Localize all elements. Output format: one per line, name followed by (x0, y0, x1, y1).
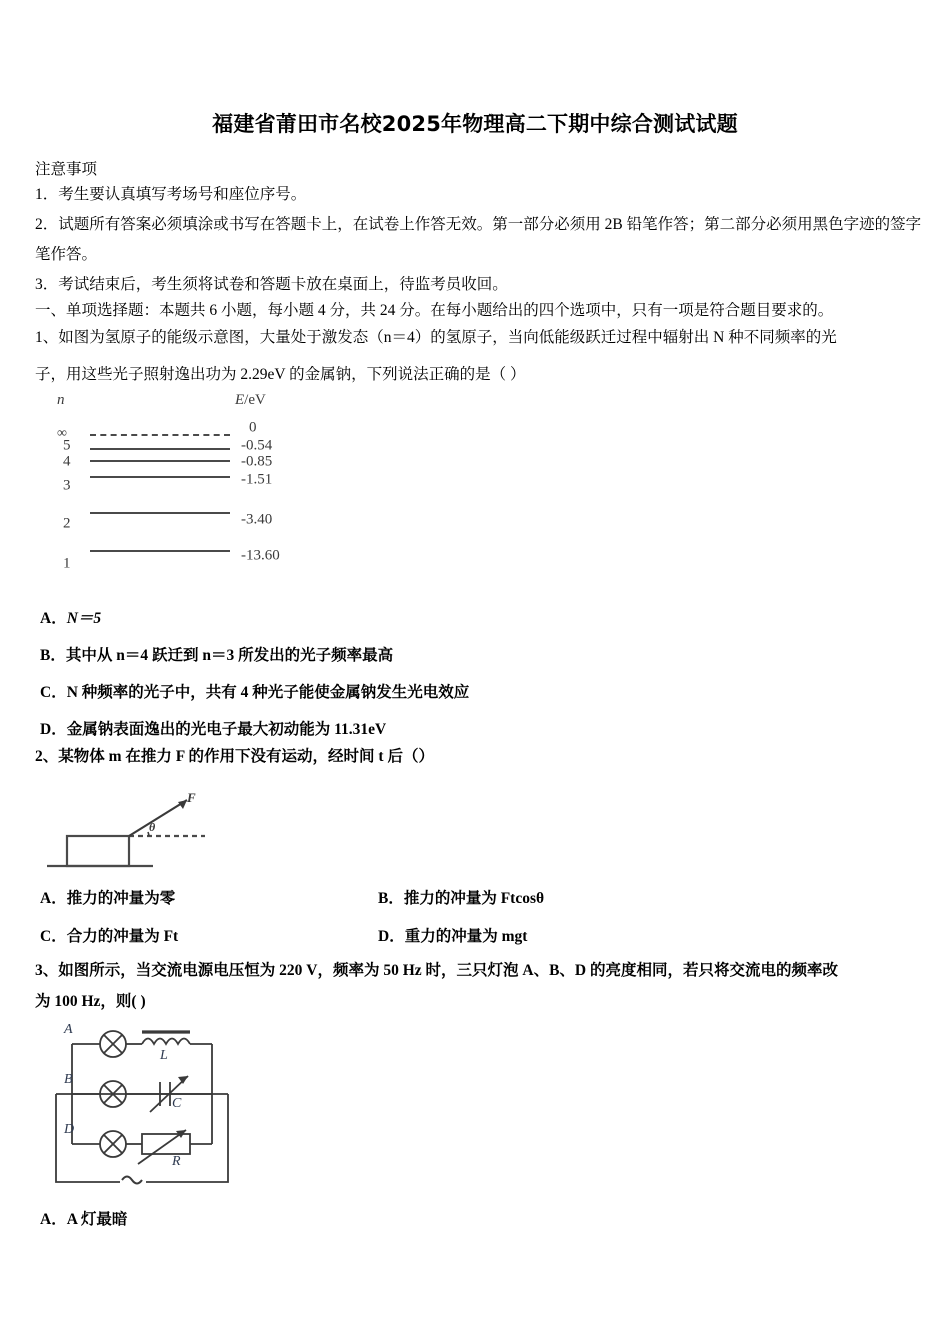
inductor-coil-icon (142, 1039, 190, 1045)
energy-level-line-3 (90, 476, 230, 478)
question-2-option-d[interactable] (378, 922, 527, 952)
circuit-svg (42, 1022, 262, 1194)
option-d-text: 金属钠表面逸出的光电子最大初动能为 11.31eV (66, 721, 387, 738)
ac-source-sine-icon (122, 1177, 142, 1184)
notice-item-3: 3．考试结束后，考生须将试卷和答题卡放在桌面上，待监考员收回。 (35, 276, 508, 293)
question-2-option-c[interactable] (40, 922, 178, 952)
option-b-text: 推力的冲量为 Ftcosθ (403, 890, 545, 907)
energy-level-line-4 (90, 460, 230, 462)
outer-wire-right (146, 1094, 228, 1182)
resistor-label: R (172, 1154, 181, 1169)
question-2-option-b[interactable] (378, 884, 544, 914)
hydrogen-energy-level-diagram (45, 392, 335, 577)
lamp-a-label: A (64, 1022, 73, 1037)
capacitor-variable-arrow-head (178, 1076, 188, 1084)
energy-level-value-inf: 0 (249, 419, 257, 436)
question-2-option-a[interactable] (40, 884, 175, 914)
option-b-label: B． (40, 647, 66, 664)
energy-level-n-4: 4 (63, 453, 71, 470)
energy-level-value-4: -0.85 (241, 453, 273, 470)
energy-level-n-5: 5 (63, 437, 71, 454)
option-d-label: D． (40, 721, 67, 738)
section-heading: 一、单项选择题：本题共 6 小题，每小题 4 分，共 24 分。在每小题给出的四个选项中，只有一项是符合题目要求的。 (35, 302, 834, 319)
notice-item-2: 2．试题所有答案必须填涂或书写在答题卡上，在试卷上作答无效。第一部分必须用 2B 铅笔作答；第二部分必须用黑色字迹的签字笔作答。 (35, 216, 922, 263)
option-a-text: N＝5 (66, 610, 102, 627)
option-d-text: 重力的冲量为 mgt (404, 928, 528, 945)
option-a-text: A 灯最暗 (66, 1211, 128, 1228)
question-1-stem-line-2: 子，用这些光子照射逸出功为 2.29eV 的金属钠，下列说法正确的是（ ） (35, 366, 526, 383)
option-b-text: 其中从 n＝4 跃迁到 n＝3 所发出的光子频率最高 (65, 647, 394, 664)
question-2-options (40, 884, 740, 960)
option-b-label: B． (378, 890, 404, 907)
block-push-force-diagram (45, 788, 265, 880)
energy-level-value-1: -13.60 (241, 547, 280, 564)
energy-level-line-inf (90, 434, 230, 436)
lamp-b-label: B (64, 1072, 73, 1087)
energy-level-n-2: 2 (63, 515, 71, 532)
option-a-label: A． (40, 1211, 67, 1228)
ac-circuit-three-lamps (42, 1022, 262, 1192)
question-3-options (40, 1205, 127, 1235)
force-arrow-line (129, 800, 187, 836)
option-c-label: C． (40, 928, 67, 945)
energy-level-line-1 (90, 550, 230, 552)
option-c-text: N 种频率的光子中，共有 4 种光子能使金属钠发生光电效应 (66, 684, 470, 701)
force-label-F: F (187, 790, 196, 805)
energy-level-value-2: -3.40 (241, 511, 273, 528)
question-1-options (40, 600, 640, 748)
question-3-stem-line-2: 为 100 Hz，则( ) (35, 993, 146, 1010)
question-1-option-c[interactable] (40, 674, 640, 711)
question-3-option-a[interactable] (40, 1205, 127, 1235)
question-1-option-b[interactable] (40, 637, 640, 674)
notice-item-1: 1．考生要认真填写考场号和座位序号。 (35, 186, 307, 203)
energy-level-line-5 (90, 448, 230, 450)
angle-label-theta: θ (149, 820, 156, 834)
option-c-text: 合力的冲量为 Ft (66, 928, 179, 945)
inductor-label: L (160, 1048, 168, 1063)
option-a-label: A． (40, 610, 67, 627)
energy-level-n-1: 1 (63, 555, 71, 572)
energy-axis-n-label: n (57, 392, 65, 408)
question-3-stem-line-1: 3、如图所示，当交流电源电压恒为 220 V，频率为 50 Hz 时，三只灯泡 A、B、D 的亮度相同，若只将交流电的频率改 (35, 962, 838, 979)
option-a-text: 推力的冲量为零 (66, 890, 176, 907)
question-2-option-row-1 (40, 884, 740, 922)
question-2-option-row-2 (40, 922, 740, 960)
question-2-stem: 2、某物体 m 在推力 F 的作用下没有运动，经时间 t 后（） (35, 748, 434, 765)
option-c-label: C． (40, 684, 67, 701)
notice-heading: 注意事项 (35, 161, 98, 178)
capacitor-label: C (172, 1096, 182, 1111)
option-d-label: D． (378, 928, 405, 945)
lamp-d-label: D (64, 1122, 75, 1137)
energy-level-value-3: -1.51 (241, 471, 273, 488)
energy-level-value-5: -0.54 (241, 437, 273, 454)
block-rect (67, 836, 129, 866)
page-title: 福建省莆田市名校2025年物理高二下期中综合测试试题 (212, 112, 738, 136)
notice-list (35, 180, 925, 300)
energy-level-n-inf: ∞ (57, 426, 67, 441)
question-1-option-a[interactable] (40, 600, 640, 637)
option-a-label: A． (40, 890, 67, 907)
energy-axis-e-label: E/eV (235, 392, 266, 408)
energy-level-line-2 (90, 512, 230, 514)
energy-level-n-3: 3 (63, 477, 71, 494)
question-1-stem-line-1: 1、如图为氢原子的能级示意图，大量处于激发态（n＝4）的氢原子，当向低能级跃迁过程中辐射出 N 种不同频率的光 (35, 329, 837, 346)
